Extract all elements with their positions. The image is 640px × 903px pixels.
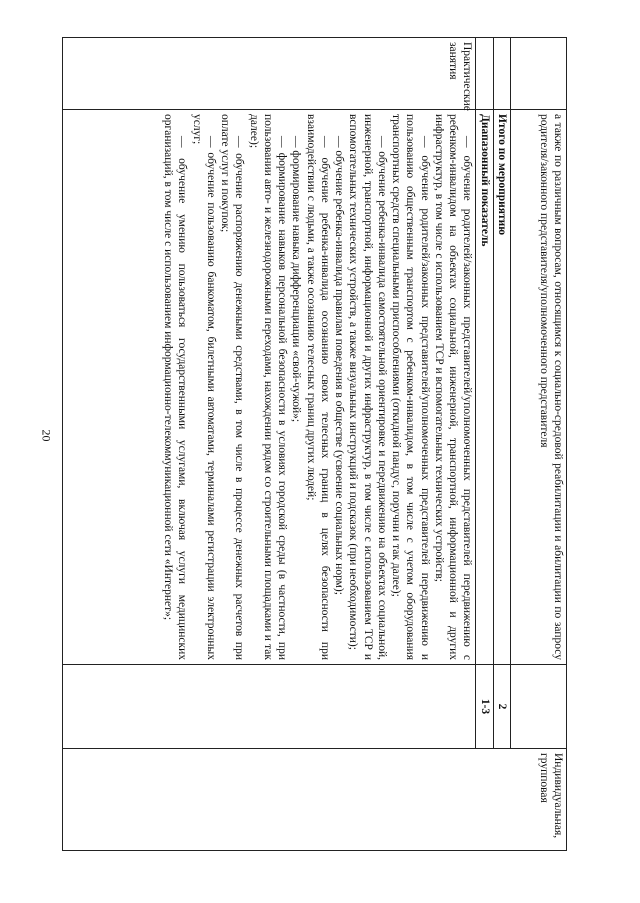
list-item: — обучение распоряжению денежными средствами, в том числе в процессе денежных расчетов при оплате услуг и покупок; bbox=[219, 114, 246, 660]
page-number: 20 bbox=[39, 429, 54, 442]
list-item: — обучение умению пользоваться государственными услугами, включая услуги медицинских организаций, в том числе с использованием информационно-телекоммуникационной сети «Интернет»; bbox=[162, 114, 189, 660]
format-cell bbox=[63, 749, 567, 851]
list-item: — формирование навыка дифференциации «свой-чужой»; bbox=[290, 136, 303, 423]
total-value: 2 bbox=[493, 665, 510, 749]
list-item: — обучение ребенка-инвалида самостоятельной ориентировке и передвижению на объектах социальной, инженерной, транспортной, информационной и других инфраструктур, в том числе с использованием ТСР и вспомогательных технических устройств, а также визуальных инструкций и подсказок (при необходимости); bbox=[347, 114, 388, 660]
range-empty-cell bbox=[476, 38, 493, 110]
list-item: — обучение родителей/законных представителей/уполномоченных представителей передвижению с ребенком-инвалидом на объектах социальной, инженерной, транспортной, информационной и других инфраструктур, в том числе с использованием ТСР и вспомогательных технических устройств; bbox=[433, 114, 474, 660]
table-row-total bbox=[493, 38, 510, 851]
range-label: Диапазонный показатель bbox=[476, 110, 493, 665]
activity-cell-empty bbox=[511, 38, 567, 110]
table-row-practical bbox=[63, 38, 477, 851]
list-item: — обучение пользованию банкоматом, билетными автоматами, терминалами регистрации электронных услуг; bbox=[190, 114, 217, 660]
practical-count-empty bbox=[63, 665, 477, 749]
total-empty-cell bbox=[493, 38, 510, 110]
list-item: — обучение ребенка-инвалида осознанию своих телесных границ в целях безопасности при взаимодействии с людьми, а также осознанию телесных границ других людей; bbox=[304, 114, 331, 660]
list-item: — обучение ребенка-инвалида правилам поведения в обществе (усвоение социальных норм); bbox=[333, 136, 346, 595]
rotated-table-container bbox=[62, 37, 567, 850]
program-table bbox=[62, 37, 567, 851]
range-value: 1-3 bbox=[476, 665, 493, 749]
practical-items bbox=[63, 110, 477, 665]
table-row-top bbox=[511, 38, 567, 851]
count-cell-empty bbox=[511, 665, 567, 749]
list-item: — обучение родителей/законных представителей/уполномоченных представителей передвижению и пользованию общественным транспортом с ребенком-инвалидом, в том числе с учетом оборудования транспортных средств специальными приспособлениями (откидной пандус, поручни и так далее); bbox=[390, 114, 431, 660]
top-row-text bbox=[511, 110, 567, 665]
total-label: Итого по мероприятию bbox=[493, 110, 510, 665]
activity-name: Практические занятия bbox=[63, 38, 477, 110]
list-item: — формирование навыков персональной безопасности в условиях городской среды (в частности, при пользовании авто- и железнодорожными переходами, нахождении рядом со строительными площадками и так далее); bbox=[247, 114, 289, 660]
top-row-text-content: а также по различным вопросам, относящимся к социально-средовой реабилитации и абилитации по запросу родителя/законного представителя/уполномоченного представителя bbox=[537, 114, 564, 660]
table-row-range bbox=[476, 38, 493, 851]
table-frame bbox=[62, 37, 567, 850]
format-text: Индивидуальная, групповая bbox=[537, 753, 564, 839]
